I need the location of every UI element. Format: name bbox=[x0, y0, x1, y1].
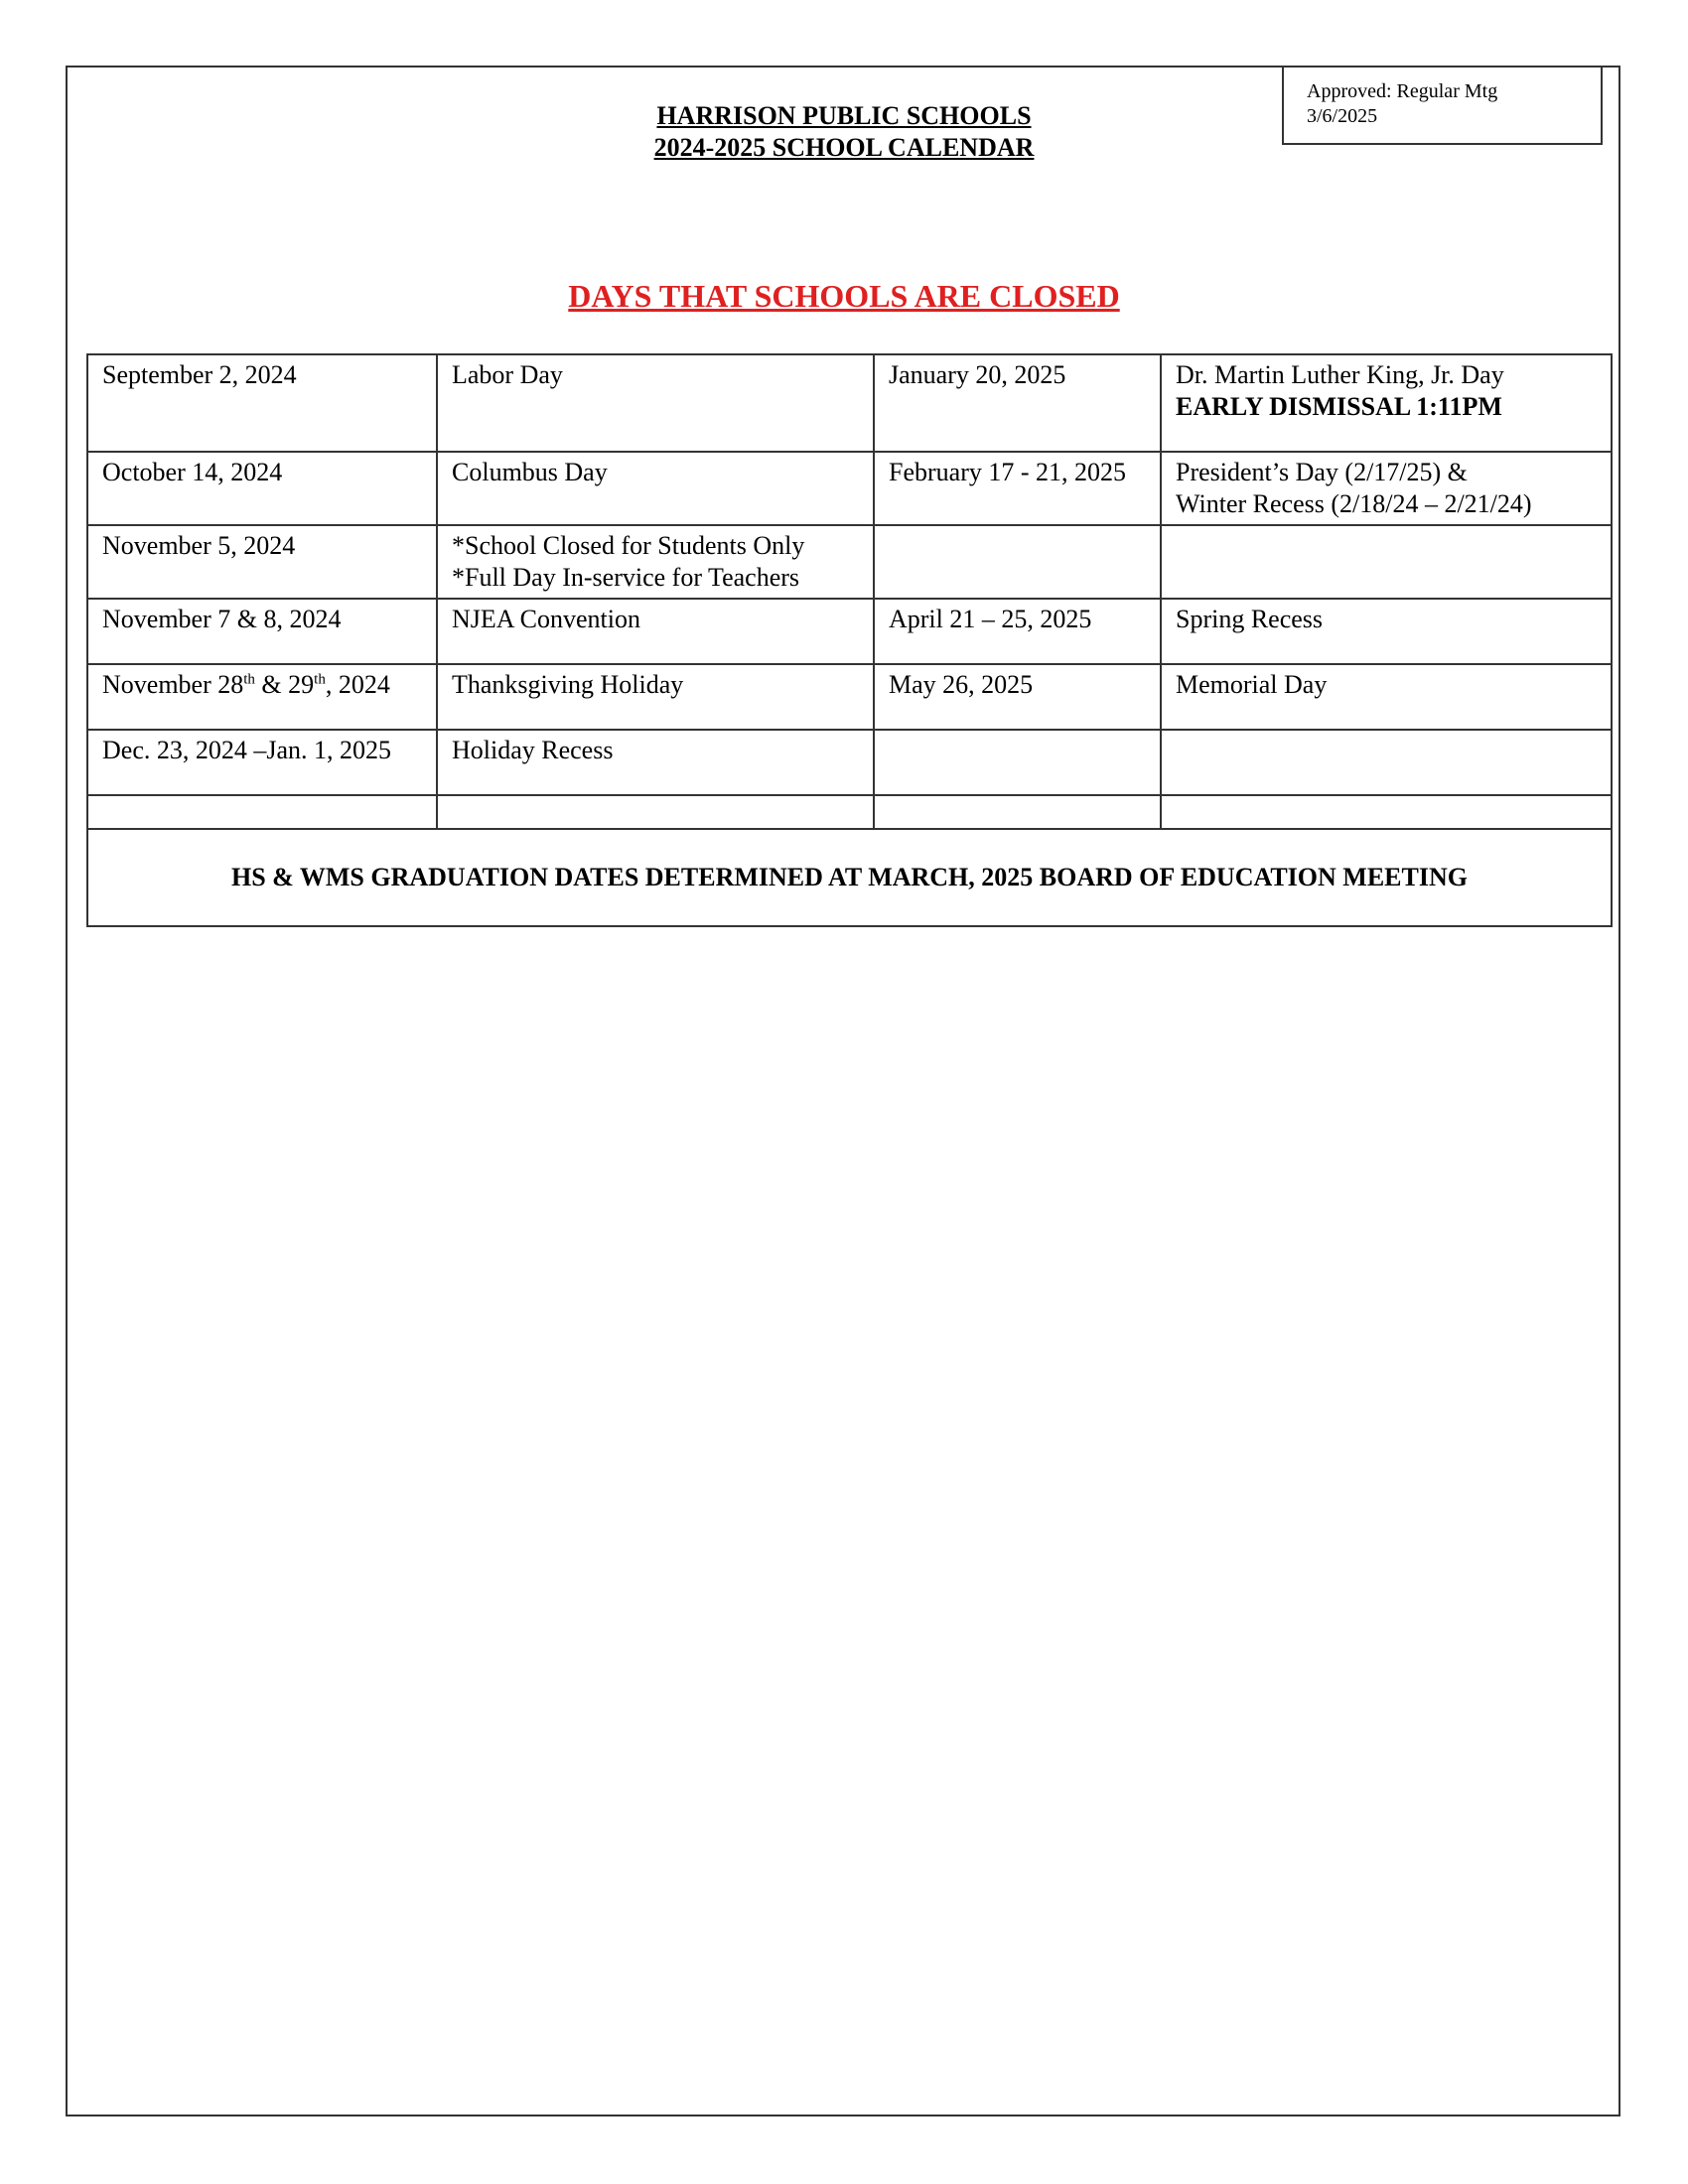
empty-cell bbox=[1161, 730, 1612, 795]
closure-date: February 17 - 21, 2025 bbox=[874, 452, 1161, 525]
closed-days-title: DAYS THAT SCHOOLS ARE CLOSED bbox=[568, 278, 1120, 314]
empty-cell bbox=[874, 730, 1161, 795]
closure-event bbox=[1161, 452, 1612, 525]
approval-line-1: Approved: Regular Mtg bbox=[1307, 80, 1498, 102]
closure-event: Memorial Day bbox=[1161, 664, 1612, 730]
table-row bbox=[87, 354, 1612, 452]
closure-event: NJEA Convention bbox=[437, 599, 874, 664]
closure-event bbox=[437, 525, 874, 599]
table-row bbox=[87, 525, 1612, 599]
empty-cell bbox=[874, 795, 1161, 829]
closure-date: October 14, 2024 bbox=[87, 452, 437, 525]
closure-event: Holiday Recess bbox=[437, 730, 874, 795]
district-name: HARRISON PUBLIC SCHOOLS bbox=[656, 101, 1032, 130]
closure-date: Dec. 23, 2024 –Jan. 1, 2025 bbox=[87, 730, 437, 795]
empty-cell bbox=[874, 525, 1161, 599]
empty-cell bbox=[1161, 795, 1612, 829]
closure-date: January 20, 2025 bbox=[874, 354, 1161, 452]
closure-date: November 28th & 29th, 2024 bbox=[87, 664, 437, 730]
closure-date: April 21 – 25, 2025 bbox=[874, 599, 1161, 664]
closure-event-line: *School Closed for Students Only bbox=[452, 531, 805, 560]
closure-event-text: Dr. Martin Luther King, Jr. Day bbox=[1176, 360, 1504, 389]
closure-event: Spring Recess bbox=[1161, 599, 1612, 664]
empty-cell bbox=[87, 795, 437, 829]
approval-date: 3/6/2025 bbox=[1307, 105, 1378, 127]
closure-date: September 2, 2024 bbox=[87, 354, 437, 452]
table-row bbox=[87, 795, 1612, 829]
closure-date: May 26, 2025 bbox=[874, 664, 1161, 730]
calendar-title: 2024-2025 SCHOOL CALENDAR bbox=[653, 133, 1035, 162]
empty-cell bbox=[437, 795, 874, 829]
closure-event: Columbus Day bbox=[437, 452, 874, 525]
table-row bbox=[87, 599, 1612, 664]
table-row bbox=[87, 829, 1612, 926]
table-row bbox=[87, 730, 1612, 795]
closure-event-line: President’s Day (2/17/25) & bbox=[1176, 458, 1468, 486]
closures-table bbox=[86, 353, 1613, 927]
closure-event: Thanksgiving Holiday bbox=[437, 664, 874, 730]
closure-event bbox=[1161, 354, 1612, 452]
closure-event-line: *Full Day In-service for Teachers bbox=[452, 563, 800, 592]
early-dismissal-note: EARLY DISMISSAL 1:11PM bbox=[1176, 392, 1502, 421]
closure-event-line: Winter Recess (2/18/24 – 2/21/24) bbox=[1176, 489, 1532, 518]
closure-event: Labor Day bbox=[437, 354, 874, 452]
closure-date: November 5, 2024 bbox=[87, 525, 437, 599]
graduation-note: HS & WMS GRADUATION DATES DETERMINED AT MARCH, 2025 BOARD OF EDUCATION MEETING bbox=[87, 829, 1612, 926]
empty-cell bbox=[1161, 525, 1612, 599]
closure-date: November 7 & 8, 2024 bbox=[87, 599, 437, 664]
table-row bbox=[87, 452, 1612, 525]
table-row bbox=[87, 664, 1612, 730]
